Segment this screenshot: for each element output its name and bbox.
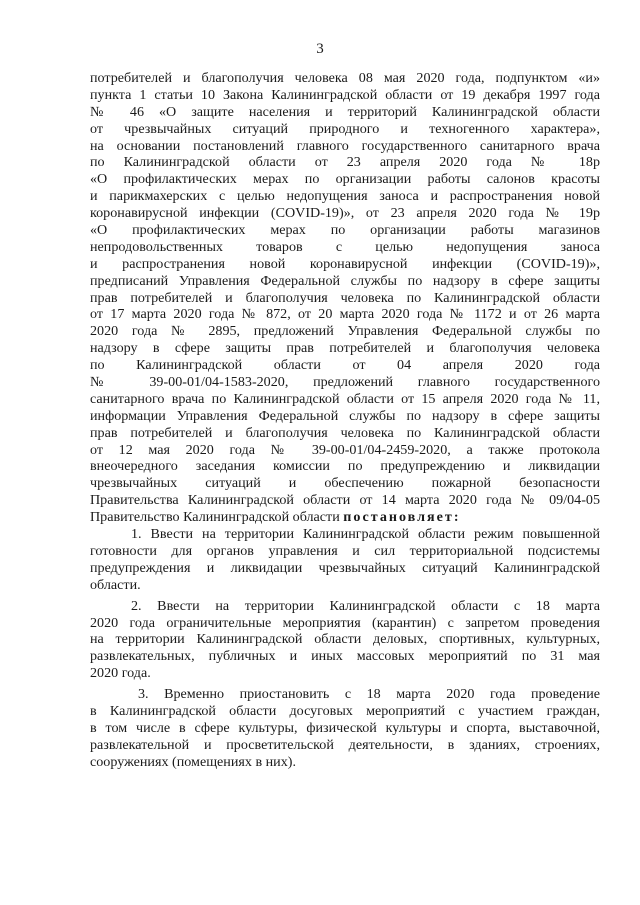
text-line: и парикмахерских с целью недопущения заноса и распространения новой xyxy=(90,188,600,205)
text-line: 1. Ввести на территории Калининградской области режим повышенной xyxy=(131,526,600,543)
text-line: надзору в сфере защиты прав потребителей и благополучия человека xyxy=(90,340,600,357)
item-1-paragraph xyxy=(90,526,600,594)
text-line: № 39-00-01/04-1583-2020, предложений главного государственного xyxy=(90,374,600,391)
text-line: развлекательной и просветительской деятельности, в зданиях, строениях, xyxy=(90,736,600,753)
preamble-paragraph xyxy=(90,70,600,526)
text-line: от 17 марта 2020 года № 872, от 20 марта 2020 года № 1172 и от 26 марта xyxy=(90,306,600,323)
text-line: потребителей и благополучия человека 08 мая 2020 года, подпунктом «и» xyxy=(90,70,600,86)
text-line: внеочередного заседания комиссии по предупреждению и ликвидации xyxy=(90,458,600,475)
text-line: коронавирусной инфекции (COVID-19)», от 23 апреля 2020 года № 19р xyxy=(90,205,600,222)
text-line: 2020 года ограничительные мероприятия (карантин) с запретом проведения xyxy=(90,614,600,631)
text-line: информации Управления Федеральной службы по надзору в сфере защиты xyxy=(90,407,600,424)
text-line: № 46 «О защите населения и территорий Калининградской области xyxy=(90,103,600,120)
item-3-paragraph xyxy=(90,686,600,770)
text-line: от чрезвычайных ситуаций природного и техногенного характера», xyxy=(90,120,600,137)
text-line: в том числе в сфере культуры, физической культуры и спорта, выставочной, xyxy=(90,719,600,736)
text-line: 2020 года. xyxy=(90,665,151,682)
text-line: и распространения новой коронавирусной инфекции (COVID-19)», xyxy=(90,255,600,272)
page-number: 3 xyxy=(316,41,324,57)
text-line: от 12 мая 2020 года № 39-00-01/04-2459-2020, а также протокола xyxy=(90,441,600,458)
text-line: «О профилактических мерах по организации работы магазинов xyxy=(90,222,600,239)
text-line: санитарного врача по Калининградской области от 15 апреля 2020 года № 11, xyxy=(90,390,600,407)
text-line: на территории Калининградской области деловых, спортивных, культурных, xyxy=(90,631,600,648)
decree-word: постановляет: xyxy=(343,509,461,526)
text-line: Правительства Калининградской области от 14 марта 2020 года № 09/04-05 xyxy=(90,492,600,509)
text-line: 2. Ввести на территории Калининградской области с 18 марта xyxy=(131,597,600,614)
item-2-paragraph xyxy=(90,598,600,682)
document-body xyxy=(90,70,600,771)
text-line: прав потребителей и благополучия человека по Калининградской области xyxy=(90,289,600,306)
decree-line xyxy=(90,509,600,526)
text-line: чрезвычайных ситуаций и обеспечению пожарной безопасности xyxy=(90,475,600,492)
text-line: предписаний Управления Федеральной службы по надзору в сфере защиты xyxy=(90,272,600,289)
text-line: пункта 1 статьи 10 Закона Калининградской области от 19 декабря 1997 года xyxy=(90,86,600,103)
text-line: готовности для органов управления и сил территориальной подсистемы xyxy=(90,542,600,559)
text-line: развлекательных, публичных и иных массовых мероприятий по 31 мая xyxy=(90,648,600,665)
text-line: предупреждения и ликвидации чрезвычайных ситуаций Калининградской xyxy=(90,559,600,576)
text-line: области. xyxy=(90,576,141,593)
text-line: 3. Временно приостановить с 18 марта 2020 года проведение xyxy=(138,686,600,703)
text-line: прав потребителей и благополучия человека по Калининградской области xyxy=(90,424,600,441)
text-line: на основании постановлений главного государственного санитарного врача xyxy=(90,137,600,154)
text-line: в Калининградской области досуговых мероприятий с участием граждан, xyxy=(90,702,600,719)
decree-intro: Правительство Калининградской области xyxy=(90,509,340,526)
text-line: непродовольственных товаров с целью недопущения заноса xyxy=(90,238,600,255)
text-line: по Калининградской области от 04 апреля 2020 года xyxy=(90,357,600,374)
text-line: сооружениях (помещениях в них). xyxy=(90,753,296,770)
text-line: «О профилактических мерах по организации работы салонов красоты xyxy=(90,171,600,188)
text-line: 2020 года № 2895, предложений Управления Федеральной службы по xyxy=(90,323,600,340)
text-line: по Калининградской области от 23 апреля 2020 года № 18р xyxy=(90,154,600,171)
